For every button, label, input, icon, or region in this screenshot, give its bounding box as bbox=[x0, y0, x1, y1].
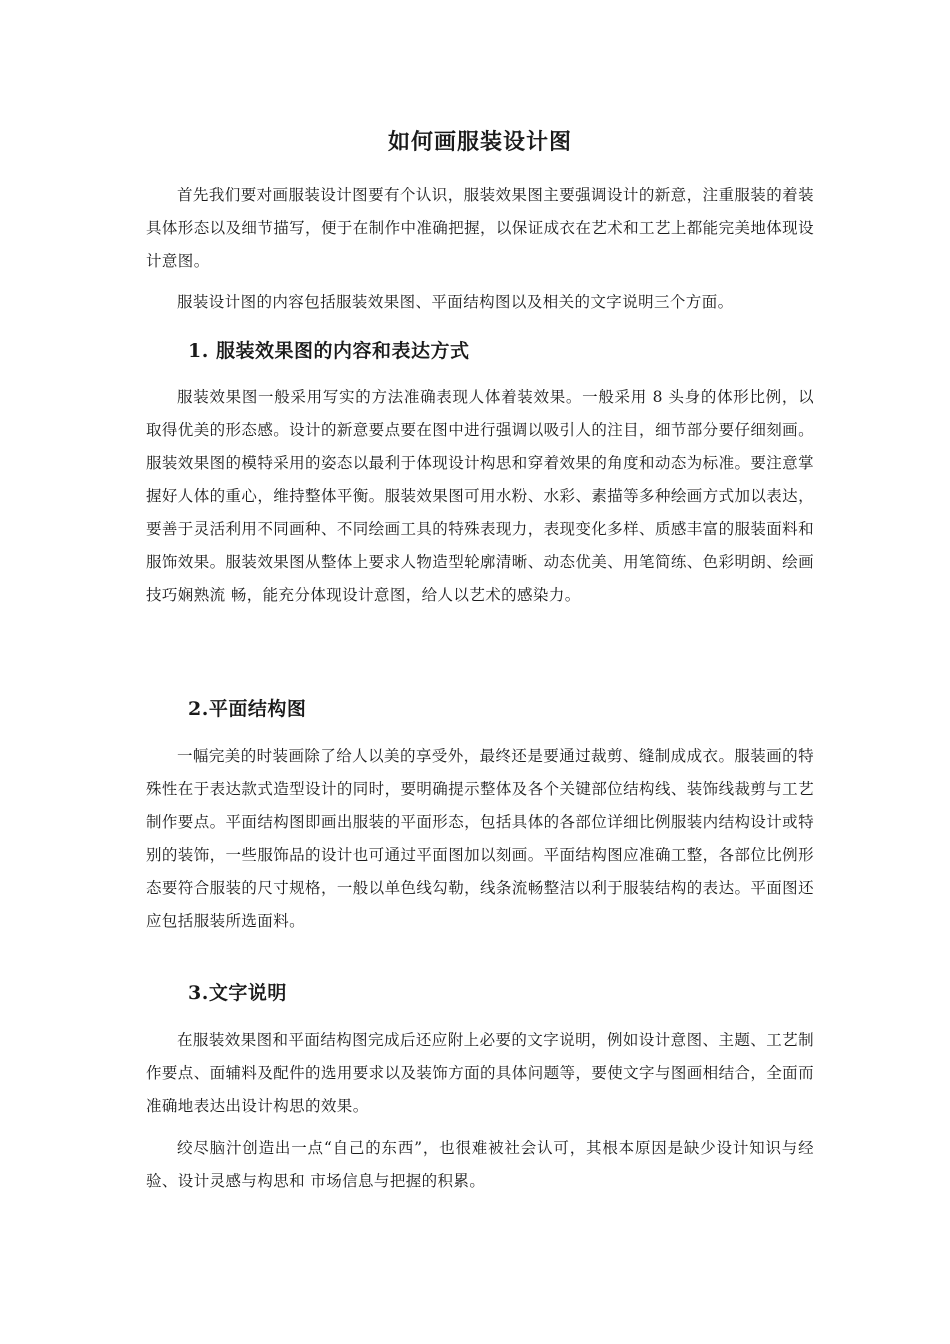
intro-paragraph-1: 首先我们要对画服装设计图要有个认识，服装效果图主要强调设计的新意，注重服装的着装具体形态以及细节描写，便于在制作中准确把握，以保证成衣在艺术和工艺上都能完美地体现设计意图。 bbox=[146, 186, 814, 270]
section-heading-text-description: 3.文字说明 bbox=[188, 982, 287, 1004]
section-paragraph-text-description: 在服装效果图和平面结构图完成后还应附上必要的文字说明，例如设计意图、主题、工艺制作要点、面辅料及配件的选用要求以及装饰方面的具体问题等，要使文字与图画相结合，全面而准确地表达出设计构思的效果。 bbox=[146, 1031, 814, 1115]
section-paragraph-flat-structure: 一幅完美的时装画除了给人以美的享受外，最终还是要通过裁剪、缝制成成衣。服装画的特殊性在于表达款式造型设计的同时，要明确提示整体及各个关键部位结构线、装饰线裁剪与工艺制作要点。平面结构图即画出服装的平面形态，包括具体的各部位详细比例服装内结构设计或特别的装饰，一些服饰品的设计也可通过平面图加以刻画。平面结构图应准确工整，各部位比例形态要符合服装的尺寸规格，一般以单色线勾勒，线条流畅整洁以利于服装结构的表达。平面图还应包括服装所选面料。 bbox=[146, 747, 814, 930]
closing-paragraph: 绞尽脑汁创造出一点“自己的东西”，也很难被社会认可，其根本原因是缺少设计知识与经验、设计灵感与构思和 市场信息与把握的积累。 bbox=[146, 1139, 814, 1190]
section-heading-effect-drawing: 1. 服装效果图的内容和表达方式 bbox=[188, 340, 470, 362]
section-heading-flat-structure: 2.平面结构图 bbox=[188, 698, 307, 720]
intro-paragraph-2: 服装设计图的内容包括服装效果图、平面结构图以及相关的文字说明三个方面。 bbox=[177, 293, 734, 311]
document-title: 如何画服装设计图 bbox=[387, 129, 572, 155]
section-paragraph-effect-drawing: 服装效果图一般采用写实的方法准确表现人体着装效果。一般采用 8 头身的体形比例，以取得优美的形态感。设计的新意要点要在图中进行强调以吸引人的注目，细节部分要仔细刻画。服装效果图的模特采用的姿态以最利于体现设计构思和穿着效果的角度和动态为标准。要注意掌握好人体的重心，维持整体平衡。服装效果图可用水粉、水彩、素描等多种绘画方式加以表达，要善于灵活利用不同画种、不同绘画工具的特殊表现力，表现变化多样、质感丰富的服装面料和服饰效果。服装效果图从整体上要求人物造型轮廓清晰、动态优美、用笔简练、色彩明朗、绘画技巧娴熟流 畅，能充分体现设计意图，给人以艺术的感染力。 bbox=[146, 388, 814, 604]
